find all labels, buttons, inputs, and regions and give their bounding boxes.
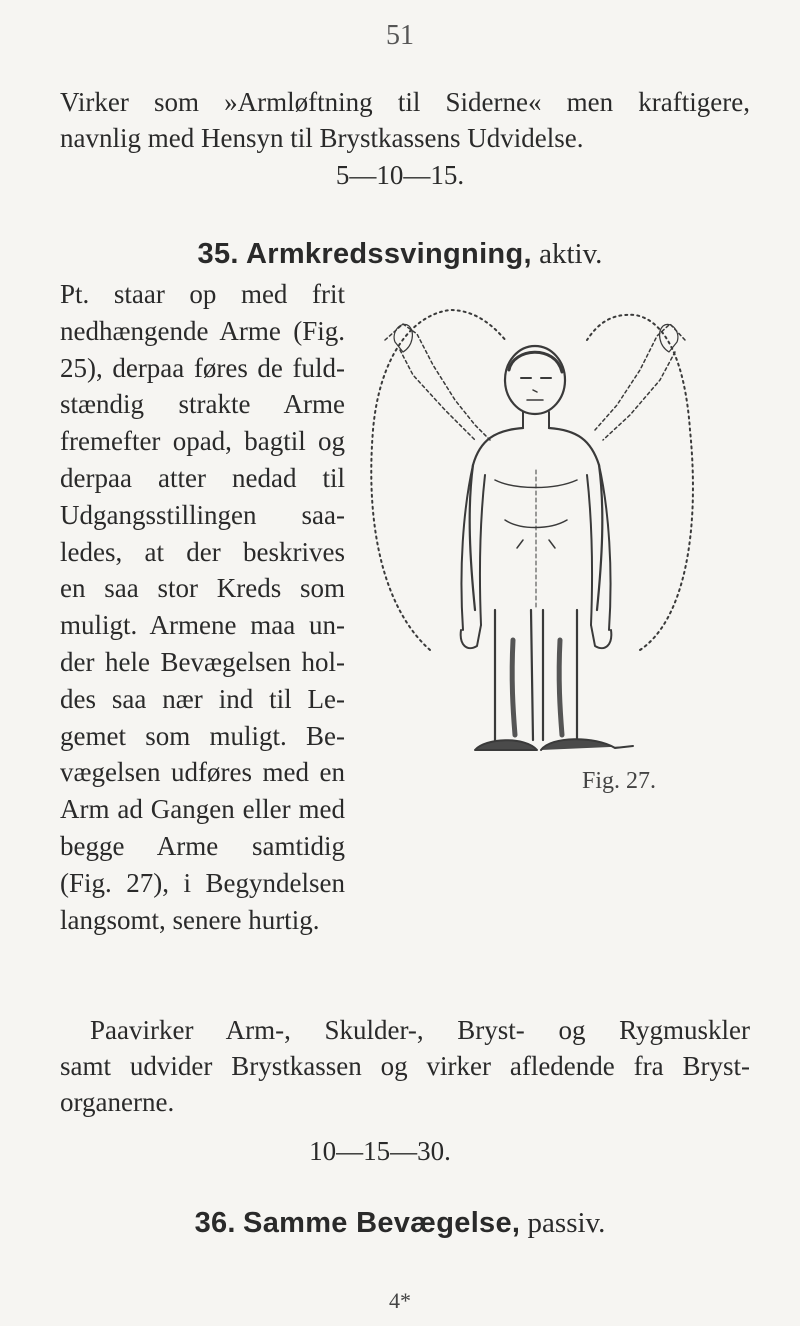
text-line: langsomt, senere hurtig. [60,904,320,935]
text-line: gemet som muligt. Be- [60,720,345,751]
exercise-36-heading [0,1207,800,1240]
exercise-35-dosage: 10—15—30. [309,1136,451,1166]
text-line: begge Arme samtidig [60,830,345,861]
exercise-mode: passiv. [527,1207,606,1239]
exercise-35-effect-text [60,1012,750,1120]
exercise-title: Armkredssvingning, [246,238,532,270]
text-line: vægelsen udføres med en [60,757,345,788]
text-line: samt udvider Brystkassen og virker afledende fra Bryst- [60,1051,750,1081]
figure-27-illustration [355,280,760,760]
text-line: Udgangsstillingen saa- [60,499,345,530]
text-line: fremefter opad, bagtil og [60,426,345,457]
text-line: der hele Bevægelsen hol- [60,646,345,677]
text-line: derpaa atter nedad til [60,462,345,493]
text-line: stændig strakte Arme [60,389,345,420]
signature-mark: 4* [389,1288,411,1313]
text-line: muligt. Armene maa un- [60,610,345,641]
exercise-title: Samme Bevægelse, [243,1207,521,1239]
text-line: Virker som »Armløftning til Siderne« men kraftigere, [60,87,750,117]
text-line: ledes, at der beskrives [60,536,345,567]
exercise-number: 36. [194,1207,236,1239]
text-line: Arm ad Gangen eller med [60,794,345,825]
exercise-35-heading [0,238,800,271]
text-line: (Fig. 27), i Begyndelsen [60,867,345,898]
text-line: navnlig med Hensyn til Brystkassens Udvidelse. [60,123,584,153]
text-line: Paavirker Arm-, Skulder-, Bryst- og Rygmuskler [90,1015,750,1045]
exercise-35-description [60,276,345,938]
exercise-mode: aktiv. [539,238,603,270]
text-line: en saa stor Kreds som [60,573,345,604]
text-line: nedhængende Arme (Fig. [60,315,345,346]
text-line: organerne. [60,1087,175,1117]
exercise-number: 35. [197,238,239,270]
text-line: des saa nær ind til Le- [60,683,345,714]
intro-paragraph [60,84,750,156]
page-number: 51 [386,20,414,51]
figure-caption: Fig. 27. [582,768,657,794]
text-line: Pt. staar op med frit [60,279,345,309]
intro-dosage: 5—10—15. [335,160,465,190]
text-line: 25), derpaa føres de fuld- [60,352,345,383]
